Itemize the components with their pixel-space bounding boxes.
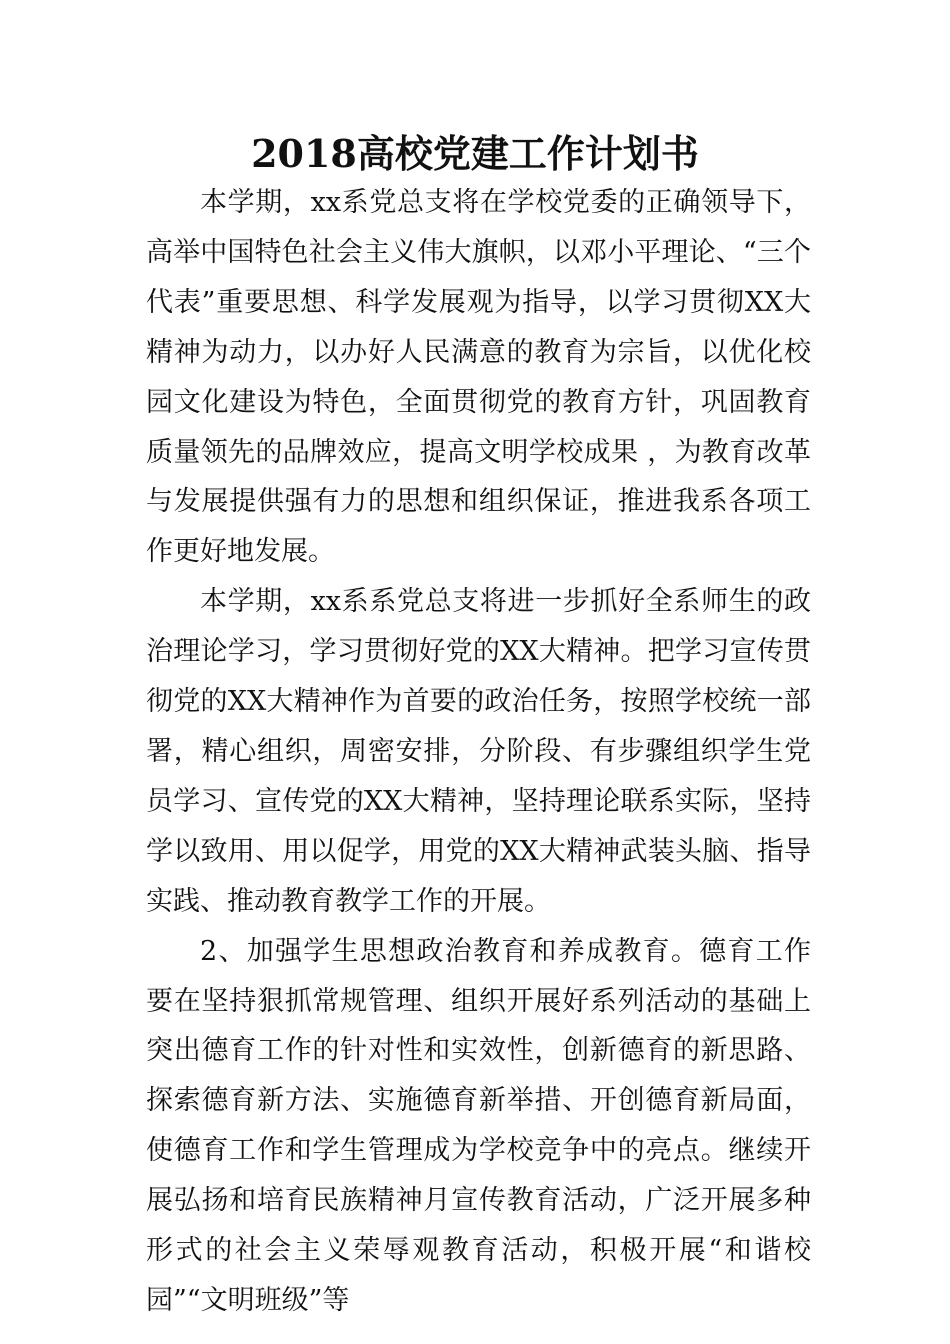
- paragraph-2: 本学期，xx系系党总支将进一步抓好全系师生的政治理论学习，学习贯彻好党的XX大精神。把学习宣传贯彻党的XX大精神作为首要的政治任务，按照学校统一部署，精心组织，周密安排，分阶段、有步骤组织学生党员学习、宣传党的XX大精神，坚持理论联系实际，坚持学以致用、用以促学，用党的XX大精神武装头脑、指导实践、推动教育教学工作的开展。: [146, 586, 811, 917]
- paragraph-3: 2、加强学生思想政治教育和养成教育。德育工作要在坚持狠抓常规管理、组织开展好系列活动的基础上突出德育工作的针对性和实效性，创新德育的新思路、探索德育新方法、实施德育新举措、开创德育新局面，使德育工作和学生管理成为学校竞争中的亮点。继续开展弘扬和培育民族精神月宣传教育活动，广泛开展多种形式的社会主义荣辱观教育活动，积极开展“和谐校园”“文明班级”等: [146, 935, 811, 1316]
- document-title: 2018高校党建工作计划书: [251, 131, 699, 176]
- paragraph-1: 本学期，xx系党总支将在学校党委的正确领导下，高举中国特色社会主义伟大旗帜，以邓小平理论、“三个代表”重要思想、科学发展观为指导，以学习贯彻XX大精神为动力，以办好人民满意的教育为宗旨，以优化校园文化建设为特色，全面贯彻党的教育方针，巩固教育质量领先的品牌效应，提高文明学校成果 ，为教育改革与发展提供强有力的思想和组织保证，推进我系各项工作更好地发展。: [146, 187, 811, 568]
- document-body: [146, 178, 811, 1326]
